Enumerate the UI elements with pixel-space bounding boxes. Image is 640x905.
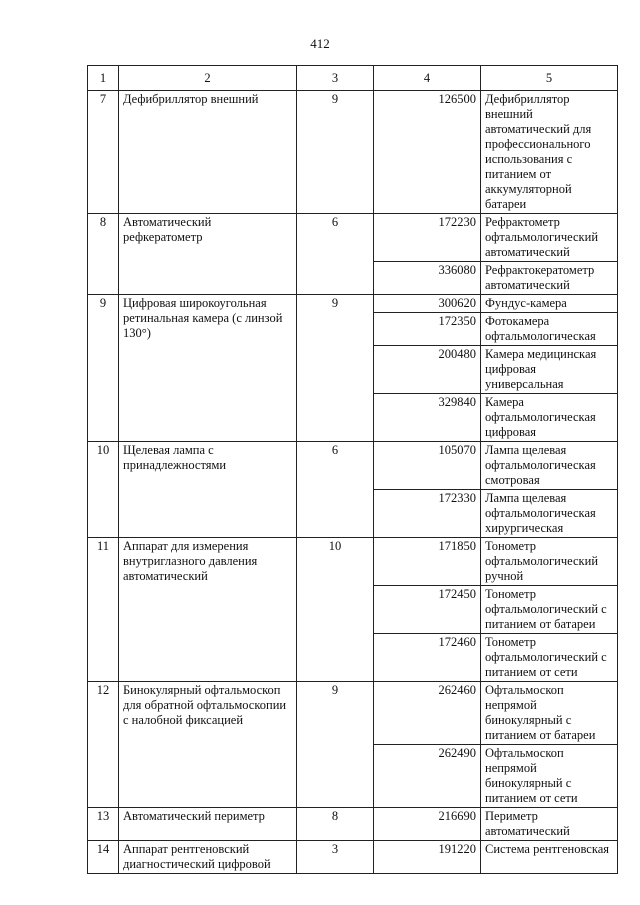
table-row (88, 538, 618, 586)
type-code: 171850 (374, 538, 481, 586)
quantity: 9 (297, 295, 374, 442)
quantity: 3 (297, 841, 374, 874)
quantity: 9 (297, 682, 374, 808)
equipment-name: Щелевая лампа с принадлежностями (119, 442, 297, 538)
quantity: 8 (297, 808, 374, 841)
table-row (88, 808, 618, 841)
type-name: Рефрактокератометр автоматический (481, 262, 618, 295)
row-number: 14 (88, 841, 119, 874)
equipment-name: Бинокулярный офтальмоскоп для обратной офтальмоскопии с налобной фиксацией (119, 682, 297, 808)
type-name: Рефрактометр офтальмологический автоматический (481, 214, 618, 262)
row-number: 8 (88, 214, 119, 295)
type-code: 191220 (374, 841, 481, 874)
quantity: 6 (297, 214, 374, 295)
type-name: Камера медицинская цифровая универсальная (481, 346, 618, 394)
quantity: 10 (297, 538, 374, 682)
equipment-name: Цифровая широкоугольная ретинальная камера (с линзой 130°) (119, 295, 297, 442)
quantity: 6 (297, 442, 374, 538)
quantity: 9 (297, 91, 374, 214)
row-number: 9 (88, 295, 119, 442)
type-code: 172450 (374, 586, 481, 634)
type-code: 200480 (374, 346, 481, 394)
type-code: 336080 (374, 262, 481, 295)
table-row (88, 295, 618, 313)
type-name: Тонометр офтальмологический ручной (481, 538, 618, 586)
table-row (88, 214, 618, 262)
type-code: 172460 (374, 634, 481, 682)
type-code: 105070 (374, 442, 481, 490)
type-name: Тонометр офтальмологический с питанием от батареи (481, 586, 618, 634)
equipment-name: Аппарат для измерения внутриглазного давления автоматический (119, 538, 297, 682)
row-number: 11 (88, 538, 119, 682)
equipment-table (87, 65, 618, 874)
table-row (88, 91, 618, 214)
equipment-name: Дефибриллятор внешний (119, 91, 297, 214)
type-code: 172230 (374, 214, 481, 262)
row-number: 7 (88, 91, 119, 214)
row-number: 10 (88, 442, 119, 538)
table-header-row (88, 66, 618, 91)
equipment-name: Автоматический периметр (119, 808, 297, 841)
column-header: 2 (119, 66, 297, 91)
column-header: 4 (374, 66, 481, 91)
table-row (88, 442, 618, 490)
type-name: Лампа щелевая офтальмологическая хирургическая (481, 490, 618, 538)
type-name: Офтальмоскоп непрямой бинокулярный с питанием от батареи (481, 682, 618, 745)
type-code: 126500 (374, 91, 481, 214)
type-code: 172330 (374, 490, 481, 538)
type-name: Система рентгеновская (481, 841, 618, 874)
type-code: 329840 (374, 394, 481, 442)
type-code: 262490 (374, 745, 481, 808)
page-number: 412 (310, 36, 330, 51)
row-number: 12 (88, 682, 119, 808)
column-header: 5 (481, 66, 618, 91)
table-row (88, 841, 618, 874)
type-name: Камера офтальмологическая цифровая (481, 394, 618, 442)
type-name: Офтальмоскоп непрямой бинокулярный с питанием от сети (481, 745, 618, 808)
type-name: Тонометр офтальмологический с питанием от сети (481, 634, 618, 682)
type-name: Фундус-камера (481, 295, 618, 313)
column-header: 1 (88, 66, 119, 91)
type-name: Лампа щелевая офтальмологическая смотровая (481, 442, 618, 490)
type-code: 216690 (374, 808, 481, 841)
type-code: 172350 (374, 313, 481, 346)
table-row (88, 682, 618, 745)
type-name: Периметр автоматический (481, 808, 618, 841)
type-name: Дефибриллятор внешний автоматический для профессионального использования с питанием от аккумуляторной батареи (481, 91, 618, 214)
equipment-name: Аппарат рентгеновский диагностический цифровой (119, 841, 297, 874)
column-header: 3 (297, 66, 374, 91)
type-code: 300620 (374, 295, 481, 313)
equipment-name: Автоматический рефкератометр (119, 214, 297, 295)
type-code: 262460 (374, 682, 481, 745)
row-number: 13 (88, 808, 119, 841)
type-name: Фотокамера офтальмологическая (481, 313, 618, 346)
